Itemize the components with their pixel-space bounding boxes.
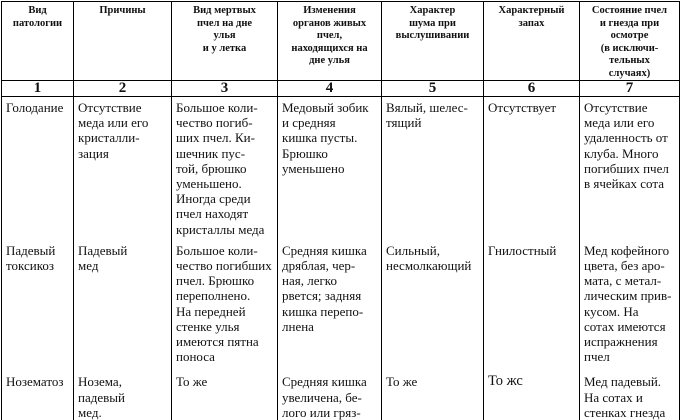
cell-line: переполнено. bbox=[176, 288, 251, 304]
cell-line: Падевый bbox=[78, 242, 128, 258]
table-row bbox=[2, 97, 680, 237]
cell-line: органов живых bbox=[292, 17, 367, 29]
cell-line: Характерный bbox=[498, 5, 565, 16]
cell-line: То же bbox=[176, 374, 208, 390]
cell-line: в ячейках сота bbox=[584, 176, 664, 192]
table-cell bbox=[580, 364, 680, 420]
column-header bbox=[580, 2, 680, 81]
cell-line: запах bbox=[518, 17, 545, 29]
table-row bbox=[2, 237, 680, 365]
column-header bbox=[382, 2, 484, 81]
column-header bbox=[278, 2, 382, 81]
cell-line: Сильный, bbox=[386, 242, 440, 258]
cell-line: мед bbox=[78, 258, 99, 274]
table-cell bbox=[484, 237, 580, 365]
cell-line: тельных bbox=[609, 55, 650, 66]
pathology-table bbox=[1, 1, 680, 420]
cell-line: Средняя кишка bbox=[282, 242, 367, 258]
cell-line: испражнения bbox=[584, 334, 658, 350]
cell-line: выслушивании bbox=[395, 30, 470, 41]
cell-line: пчел, bbox=[316, 30, 343, 41]
table-cell bbox=[2, 364, 74, 420]
cell-line: Характер bbox=[409, 5, 456, 16]
table-cell bbox=[74, 364, 172, 420]
cell-line: Медовый зобик bbox=[282, 100, 369, 115]
cell-line: Нозема, bbox=[78, 374, 122, 390]
cell-line: На сотах и bbox=[584, 389, 643, 405]
cell-line: Вялый, шелес- bbox=[386, 100, 468, 115]
cell-line: меда или его bbox=[584, 115, 655, 131]
column-number: 1 bbox=[2, 81, 74, 97]
column-header bbox=[2, 2, 74, 81]
cell-line: (в исключи- bbox=[600, 42, 659, 54]
table-cell bbox=[2, 237, 74, 365]
cell-line: чество погибших bbox=[176, 258, 272, 274]
cell-line: и гнезда при bbox=[599, 17, 660, 29]
table-cell bbox=[278, 364, 382, 420]
cell-line: дне улья bbox=[309, 55, 350, 66]
cell-line: Нозематоз bbox=[6, 374, 64, 390]
cell-line: патологии bbox=[12, 17, 63, 29]
column-number: 6 bbox=[484, 81, 580, 97]
cell-line: мед. bbox=[78, 404, 102, 420]
cell-line: осмотре bbox=[610, 30, 649, 41]
table-cell bbox=[382, 237, 484, 365]
cell-line: шума при bbox=[409, 17, 456, 29]
cell-line: той, брюшко bbox=[176, 160, 247, 176]
column-header bbox=[484, 2, 580, 81]
cell-line: кристалли- bbox=[78, 130, 140, 146]
table-cell bbox=[484, 364, 580, 420]
cell-line: кусом. На bbox=[584, 303, 639, 319]
column-number: 3 bbox=[172, 81, 278, 97]
cell-line: То жс bbox=[488, 373, 523, 390]
cell-line: То же bbox=[386, 374, 418, 390]
cell-line: ших пчел. Ки- bbox=[176, 130, 255, 146]
cell-line: Изменения bbox=[303, 5, 356, 16]
table-cell bbox=[74, 97, 172, 237]
table-cell bbox=[580, 97, 680, 237]
column-header bbox=[172, 2, 278, 81]
cell-line: Голодание bbox=[6, 100, 64, 115]
cell-line: Средняя кишка bbox=[282, 374, 367, 390]
cell-line: несмолкающий bbox=[386, 258, 472, 274]
cell-line: Вид bbox=[28, 5, 47, 16]
table-cell bbox=[74, 237, 172, 365]
cell-line: улья bbox=[213, 30, 236, 41]
cell-line: зация bbox=[78, 145, 109, 161]
cell-line: лическим прив- bbox=[584, 288, 672, 304]
cell-line: Отсутствует bbox=[488, 100, 557, 115]
cell-line: меда или его bbox=[78, 115, 149, 131]
table-cell bbox=[2, 97, 74, 237]
table-cell bbox=[172, 364, 278, 420]
cell-line: и у летка bbox=[202, 42, 247, 54]
cell-line: падевый bbox=[78, 389, 125, 405]
cell-line: ная, легко bbox=[282, 273, 337, 289]
cell-line: пчел на дне bbox=[196, 17, 253, 29]
cell-line: кристаллы меда bbox=[176, 221, 265, 237]
cell-line: кишка перепо- bbox=[282, 303, 364, 319]
cell-line: Гнилостный bbox=[488, 242, 557, 258]
cell-line: удаленность от bbox=[584, 130, 668, 146]
cell-line: уменьшено bbox=[282, 160, 345, 176]
cell-line: Падевый bbox=[6, 242, 56, 258]
cell-line: Причины bbox=[99, 5, 146, 16]
cell-line: стенках гнезда bbox=[584, 404, 666, 420]
cell-line: На передней bbox=[176, 303, 246, 319]
column-header bbox=[74, 2, 172, 81]
cell-line: имеются пятна bbox=[176, 334, 259, 350]
cell-line: Большое коли- bbox=[176, 242, 258, 258]
column-number: 7 bbox=[580, 81, 680, 97]
cell-line: поноса bbox=[176, 349, 215, 365]
table-cell bbox=[382, 364, 484, 420]
cell-line: лого или гряз- bbox=[282, 404, 361, 420]
cell-line: Отсутствие bbox=[584, 100, 648, 115]
table-row bbox=[2, 364, 680, 420]
cell-line: случаях) bbox=[608, 67, 651, 79]
cell-line: кишка пусты. bbox=[282, 130, 358, 146]
cell-line: Вид мертвых bbox=[193, 5, 256, 16]
column-number: 5 bbox=[382, 81, 484, 97]
table-cell bbox=[484, 97, 580, 237]
cell-line: дряблая, чер- bbox=[282, 258, 356, 274]
cell-line: токсикоз bbox=[6, 258, 55, 274]
cell-line: Брюшко bbox=[282, 145, 328, 161]
cell-line: тящий bbox=[386, 115, 422, 131]
cell-line: и средняя bbox=[282, 115, 336, 131]
cell-line: чество погиб- bbox=[176, 115, 253, 131]
cell-line: стенке улья bbox=[176, 318, 240, 334]
cell-line: увеличена, бе- bbox=[282, 389, 362, 405]
cell-line: цвета, без аро- bbox=[584, 258, 665, 274]
cell-line: пчел bbox=[584, 349, 610, 365]
cell-line: мата, с метал- bbox=[584, 273, 662, 289]
cell-line: погибших пчел bbox=[584, 160, 669, 176]
cell-line: Мед кофейного bbox=[584, 242, 670, 258]
cell-line: Мед падевый. bbox=[584, 374, 662, 390]
cell-line: сотах имеются bbox=[584, 318, 666, 334]
cell-line: пчел. Брюшко bbox=[176, 273, 255, 289]
column-number-row bbox=[2, 81, 680, 97]
table-cell bbox=[172, 97, 278, 237]
cell-line: лнена bbox=[282, 318, 314, 334]
cell-line: шечник пус- bbox=[176, 145, 246, 161]
column-number: 2 bbox=[74, 81, 172, 97]
table-cell bbox=[278, 97, 382, 237]
cell-line: пчел находят bbox=[176, 206, 249, 222]
table-cell bbox=[382, 97, 484, 237]
cell-line: клуба. Много bbox=[584, 145, 659, 161]
cell-line: находящихся на bbox=[291, 42, 368, 54]
table-cell bbox=[278, 237, 382, 365]
cell-line: Состояние пчел bbox=[591, 5, 668, 16]
column-number: 4 bbox=[278, 81, 382, 97]
cell-line: уменьшено. bbox=[176, 176, 242, 192]
cell-line: Отсутствие bbox=[78, 100, 142, 115]
header-row bbox=[2, 2, 680, 81]
cell-line: Большое коли- bbox=[176, 100, 258, 115]
table-cell bbox=[172, 237, 278, 365]
cell-line: рвется; задняя bbox=[282, 288, 362, 304]
table-cell bbox=[580, 237, 680, 365]
cell-line: Иногда среди bbox=[176, 191, 251, 207]
